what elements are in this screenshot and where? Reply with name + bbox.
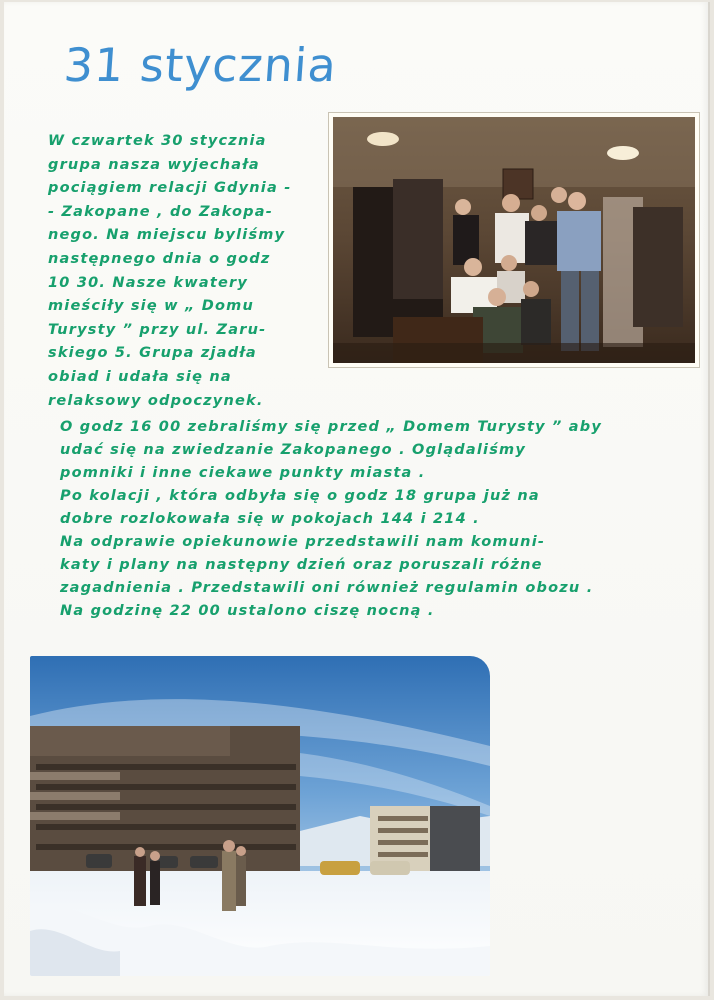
text-line: skiego 5. Grupa zjadła bbox=[48, 345, 257, 362]
text-line: grupa nasza wyjechała bbox=[48, 156, 260, 173]
text-line: nego. Na miejscu byliśmy bbox=[48, 227, 286, 244]
text-line: dobre rozlokowała się w pokojach 144 i 214 . bbox=[60, 511, 480, 527]
text-line: Turysty ” przy ul. Zaru- bbox=[48, 321, 267, 338]
text-line: katy i plany na następny dzień oraz poruszali różne bbox=[60, 557, 543, 573]
paragraph-evening bbox=[60, 416, 700, 623]
text-line: zagadnienia . Przedstawili oni również regulamin obozu . bbox=[60, 580, 594, 596]
paragraph-arrival bbox=[48, 130, 318, 413]
text-line: mieściły się w „ Domu bbox=[48, 298, 254, 315]
text-line: następnego dnia o godz bbox=[48, 250, 271, 267]
text-line: 10 30. Nasze kwatery bbox=[48, 274, 249, 291]
text-line: Na odprawie opiekunowie przedstawili nam komuni- bbox=[60, 534, 546, 550]
text-line: pociągiem relacji Gdynia - bbox=[48, 180, 292, 197]
building-photo bbox=[30, 656, 490, 976]
text-line: Po kolacji , która odbyła się o godz 18 grupa już na bbox=[60, 488, 540, 504]
text-line: relaksowy odpoczynek. bbox=[48, 392, 264, 409]
text-line: - Zakopane , do Zakopa- bbox=[48, 203, 273, 220]
building-photo-image bbox=[30, 656, 490, 976]
text-line: obiad i udała się na bbox=[48, 368, 232, 385]
text-line: W czwartek 30 stycznia bbox=[48, 133, 267, 149]
text-line: Na godzinę 22 00 ustalono ciszę nocną . bbox=[60, 603, 435, 619]
page-title: 31 stycznia bbox=[62, 38, 339, 92]
text-line: pomniki i inne ciekawe punkty miasta . bbox=[60, 465, 426, 481]
text-line: O godz 16 00 zebraliśmy się przed „ Domem Turysty ” aby bbox=[60, 419, 603, 435]
group-photo-image bbox=[333, 117, 695, 363]
group-photo bbox=[328, 112, 700, 368]
text-line: udać się na zwiedzanie Zakopanego . Oglądaliśmy bbox=[60, 442, 526, 458]
album-page bbox=[4, 2, 710, 996]
